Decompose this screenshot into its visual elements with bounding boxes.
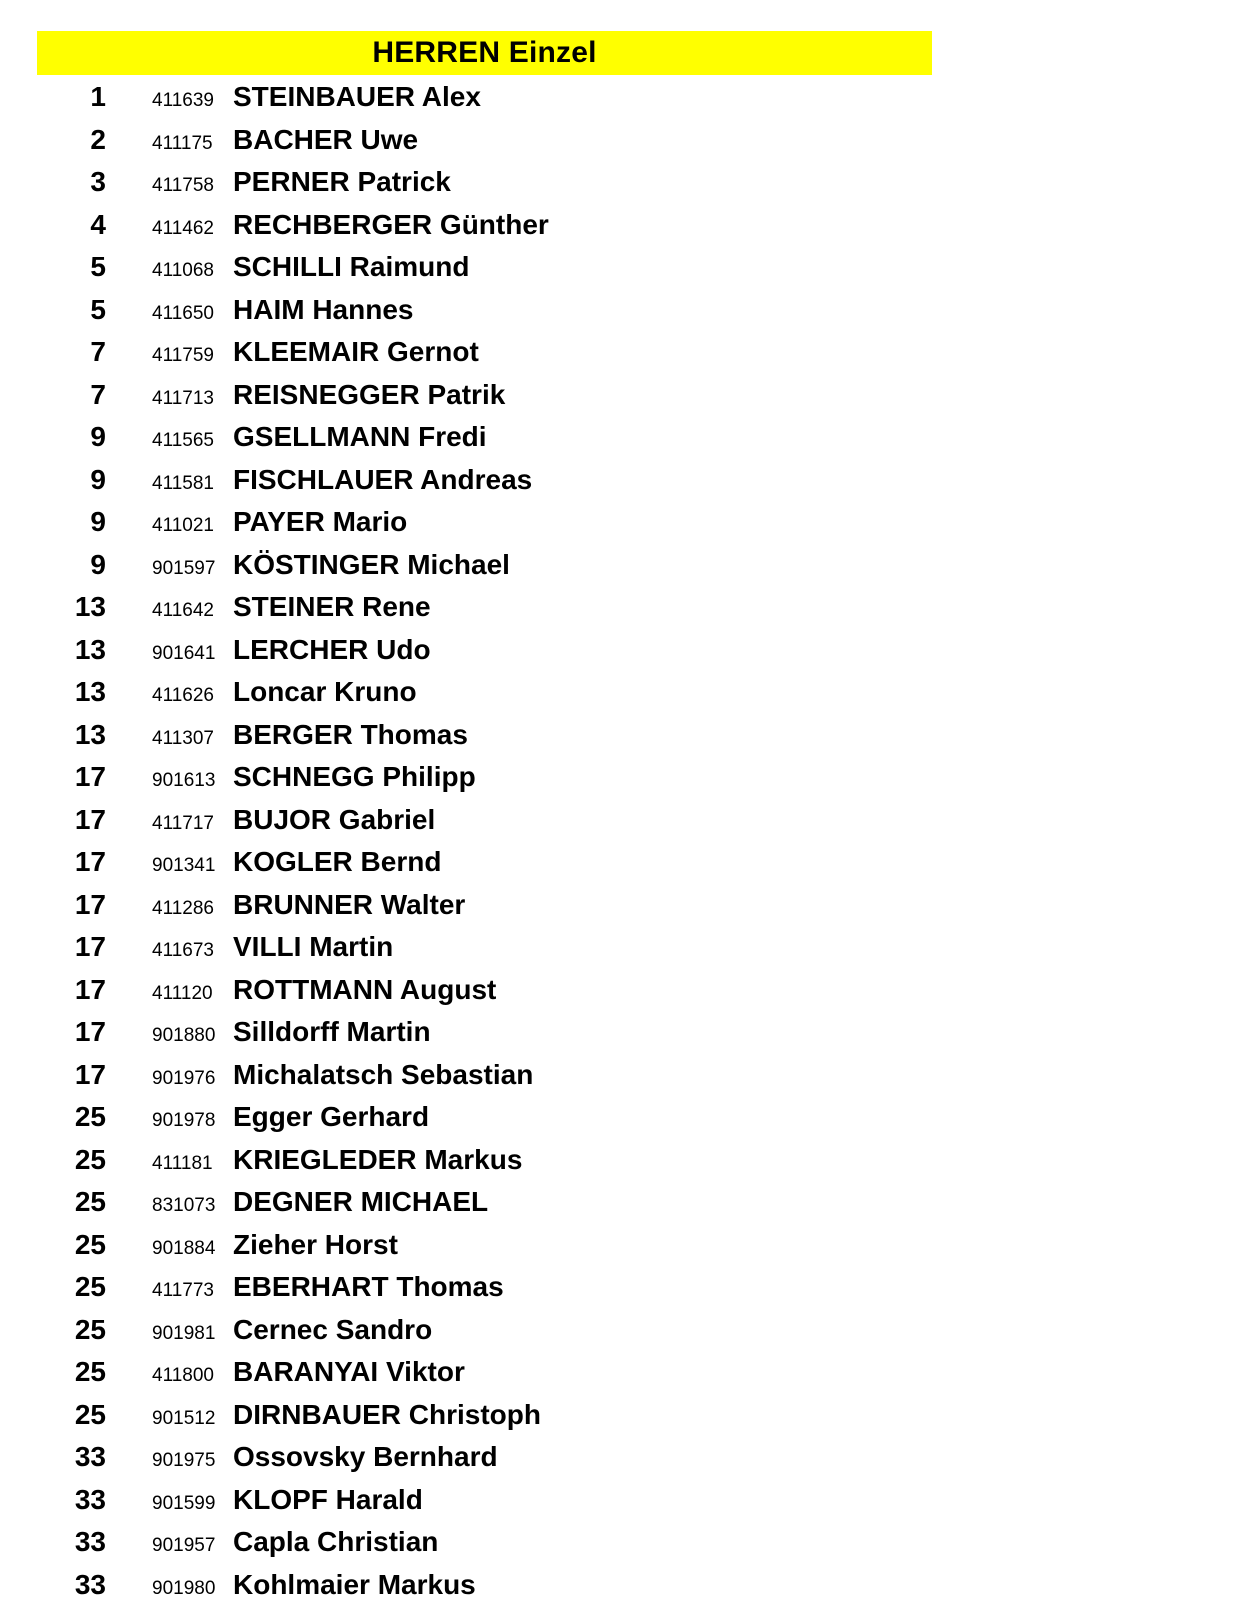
rank-number: 25 (74, 1143, 106, 1175)
player-name: ROTTMANN August (233, 973, 497, 1005)
list-item (0, 161, 1239, 204)
player-id: 901641 (152, 642, 216, 664)
player-name: STEINER Rene (233, 591, 431, 623)
list-item (0, 119, 1239, 162)
results-list (0, 76, 1239, 1606)
player-name: PAYER Mario (233, 506, 408, 538)
rank-number: 25 (74, 1228, 106, 1260)
player-id: 411673 (152, 940, 214, 961)
player-name: SCHNEGG Philipp (233, 761, 476, 793)
player-name: Zieher Horst (233, 1228, 398, 1260)
player-id: 411120 (152, 982, 213, 1004)
player-id: 901980 (152, 1577, 216, 1599)
player-name: Kohlmaier Markus (233, 1568, 476, 1600)
rank-number: 25 (74, 1186, 106, 1218)
rank-number: 25 (74, 1356, 106, 1388)
player-id: 831073 (152, 1195, 216, 1216)
rank-number: 7 (90, 378, 106, 410)
player-name: BERGER Thomas (233, 718, 468, 750)
rank-number: 3 (90, 166, 106, 198)
rank-number: 13 (74, 718, 106, 750)
list-item (0, 416, 1239, 459)
player-id: 901613 (152, 770, 216, 791)
player-id: 411175 (152, 132, 213, 154)
title-banner (37, 31, 932, 75)
rank-number: 17 (74, 931, 106, 963)
list-item (0, 459, 1239, 502)
list-item (0, 501, 1239, 544)
rank-number: 33 (74, 1441, 106, 1473)
player-name: LERCHER Udo (233, 633, 431, 665)
list-item (0, 1309, 1239, 1352)
rank-number: 25 (74, 1313, 106, 1345)
list-item (0, 586, 1239, 629)
list-item (0, 374, 1239, 417)
player-id: 411650 (152, 302, 214, 324)
list-item (0, 204, 1239, 247)
player-id: 411639 (152, 90, 214, 111)
rank-number: 33 (74, 1483, 106, 1515)
list-item (0, 76, 1239, 119)
player-name: RECHBERGER Günther (233, 208, 549, 240)
rank-number: 9 (90, 548, 106, 580)
rank-number: 13 (74, 676, 106, 708)
list-item (0, 1564, 1239, 1607)
player-id: 411068 (152, 260, 214, 281)
list-item (0, 926, 1239, 969)
rank-number: 33 (74, 1568, 106, 1600)
list-item (0, 1096, 1239, 1139)
player-name: Ossovsky Bernhard (233, 1441, 498, 1473)
list-item (0, 1351, 1239, 1394)
rank-number: 5 (90, 251, 106, 283)
list-item (0, 841, 1239, 884)
player-name: Loncar Kruno (233, 676, 417, 708)
player-name: DEGNER MICHAEL (233, 1186, 489, 1218)
player-id: 901597 (152, 557, 216, 579)
list-item (0, 1436, 1239, 1479)
player-id: 411759 (152, 345, 214, 366)
list-item (0, 544, 1239, 587)
player-id: 411286 (152, 897, 214, 919)
player-name: GSELLMANN Fredi (233, 421, 487, 453)
player-id: 411565 (152, 430, 214, 451)
player-id: 901599 (152, 1492, 216, 1514)
rank-number: 25 (74, 1398, 106, 1430)
player-id: 411307 (152, 727, 214, 749)
rank-number: 5 (90, 293, 106, 325)
list-item (0, 1479, 1239, 1522)
player-name: BARANYAI Viktor (233, 1356, 465, 1388)
player-id: 901957 (152, 1535, 216, 1556)
player-id: 901512 (152, 1407, 216, 1429)
rank-number: 9 (90, 463, 106, 495)
player-name: BUJOR Gabriel (233, 803, 436, 835)
list-item (0, 629, 1239, 672)
list-item (0, 331, 1239, 374)
list-item (0, 246, 1239, 289)
player-id: 901978 (152, 1110, 216, 1131)
list-item (0, 1394, 1239, 1437)
list-item (0, 714, 1239, 757)
player-id: 411773 (152, 1280, 214, 1301)
player-name: KLEEMAIR Gernot (233, 336, 479, 368)
rank-number: 4 (90, 208, 106, 240)
player-name: VILLI Martin (233, 931, 394, 963)
player-name: Capla Christian (233, 1526, 439, 1558)
player-name: KLOPF Harald (233, 1483, 423, 1515)
list-item (0, 1181, 1239, 1224)
rank-number: 17 (74, 846, 106, 878)
player-id: 411717 (152, 812, 214, 834)
player-name: Michalatsch Sebastian (233, 1058, 534, 1090)
player-id: 411758 (152, 175, 214, 196)
player-name: KÖSTINGER Michael (233, 548, 510, 580)
player-name: DIRNBAUER Christoph (233, 1398, 541, 1430)
list-item (0, 1266, 1239, 1309)
page-title: HERREN Einzel (372, 36, 597, 69)
player-id: 901976 (152, 1067, 216, 1089)
player-id: 411581 (152, 472, 214, 494)
list-item (0, 884, 1239, 927)
player-name: FISCHLAUER Andreas (233, 463, 533, 495)
player-id: 411462 (152, 217, 214, 239)
rank-number: 17 (74, 761, 106, 793)
list-item (0, 1139, 1239, 1182)
list-item (0, 671, 1239, 714)
player-name: STEINBAUER Alex (233, 81, 481, 113)
player-id: 411713 (152, 387, 214, 409)
list-item (0, 969, 1239, 1012)
player-id: 411800 (152, 1365, 214, 1386)
list-item (0, 756, 1239, 799)
rank-number: 9 (90, 506, 106, 538)
rank-number: 13 (74, 591, 106, 623)
player-name: PERNER Patrick (233, 166, 451, 198)
rank-number: 9 (90, 421, 106, 453)
player-id: 901341 (152, 855, 216, 876)
rank-number: 17 (74, 888, 106, 920)
rank-number: 13 (74, 633, 106, 665)
player-id: 411021 (152, 515, 214, 536)
rank-number: 17 (74, 1058, 106, 1090)
player-name: Egger Gerhard (233, 1101, 430, 1133)
rank-number: 25 (74, 1101, 106, 1133)
player-name: SCHILLI Raimund (233, 251, 470, 283)
player-id: 901880 (152, 1025, 216, 1046)
player-name: Cernec Sandro (233, 1313, 433, 1345)
list-item (0, 289, 1239, 332)
rank-number: 17 (74, 1016, 106, 1048)
player-name: REISNEGGER Patrik (233, 378, 506, 410)
player-id: 411626 (152, 685, 214, 706)
list-item (0, 799, 1239, 842)
rank-number: 7 (90, 336, 106, 368)
list-item (0, 1054, 1239, 1097)
player-name: BRUNNER Walter (233, 888, 466, 920)
player-id: 411642 (152, 600, 214, 621)
list-item (0, 1521, 1239, 1564)
player-name: KRIEGLEDER Markus (233, 1143, 523, 1175)
rank-number: 17 (74, 973, 106, 1005)
player-id: 411181 (152, 1152, 213, 1174)
player-name: BACHER Uwe (233, 123, 419, 155)
player-id: 901884 (152, 1237, 216, 1259)
player-id: 901981 (152, 1322, 216, 1344)
player-name: KOGLER Bernd (233, 846, 442, 878)
player-name: HAIM Hannes (233, 293, 414, 325)
player-id: 901975 (152, 1450, 216, 1471)
player-name: EBERHART Thomas (233, 1271, 504, 1303)
rank-number: 17 (74, 803, 106, 835)
player-name: Silldorff Martin (233, 1016, 431, 1048)
list-item (0, 1224, 1239, 1267)
rank-number: 25 (74, 1271, 106, 1303)
list-item (0, 1011, 1239, 1054)
rank-number: 33 (74, 1526, 106, 1558)
rank-number: 2 (90, 123, 106, 155)
rank-number: 1 (90, 81, 106, 113)
